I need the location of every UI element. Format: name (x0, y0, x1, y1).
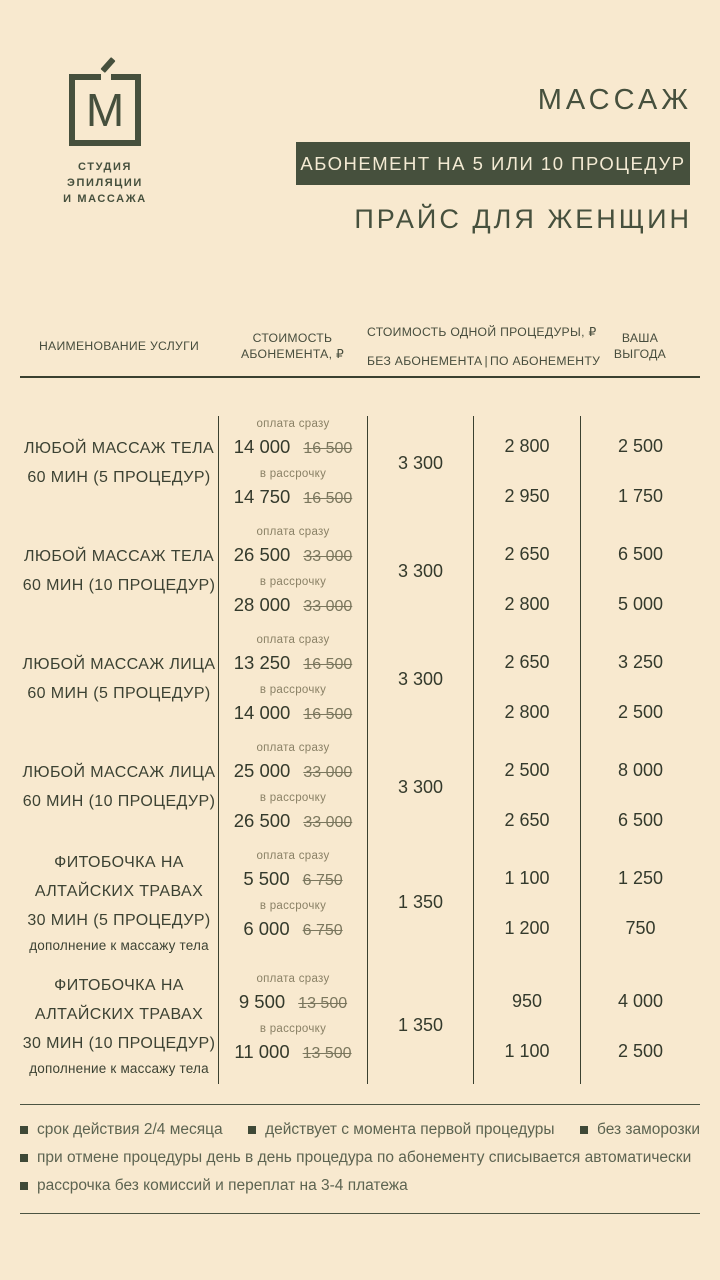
service-name-line: ЛЮБОЙ МАССАЖ ТЕЛА (23, 548, 215, 565)
benefit-cell (580, 971, 700, 1084)
footer-note-row (20, 1116, 700, 1144)
bullet-square-icon (580, 1126, 588, 1134)
installments-label: в рассрочку (259, 900, 327, 912)
service-name-line: 30 МИН (10 ПРОЦЕДУР) (22, 1035, 216, 1052)
table-row (20, 416, 700, 524)
benefit-cell (580, 416, 700, 524)
without-subscription-value: 3 300 (397, 668, 444, 689)
pay-now-old-price: 33 000 (303, 548, 353, 565)
installments-label: в рассрочку (259, 576, 327, 588)
installment-old-price: 33 000 (303, 598, 353, 615)
benefit-installment-value: 1 750 (617, 486, 664, 506)
pay-now-label: оплата сразу (256, 973, 330, 985)
installment-price: 6 000 (243, 918, 290, 939)
benefit-installment-value: 2 500 (617, 702, 664, 722)
subscription-cost-cell (218, 416, 367, 524)
bullet-square-icon (20, 1126, 28, 1134)
service-name (20, 971, 218, 1084)
price-without-subscription (367, 416, 473, 524)
price-audience-subtitle: ПРАЙС ДЛЯ ЖЕНЩИН (354, 204, 692, 234)
with-subscription-now-value: 2 650 (504, 652, 550, 672)
installment-price: 14 750 (233, 486, 291, 507)
benefit-cell (580, 848, 700, 971)
without-subscription-value: 1 350 (397, 1015, 444, 1035)
subscription-cost-cell (218, 971, 367, 1084)
without-subscription-value: 3 300 (397, 452, 444, 473)
pay-now-old-price: 13 500 (298, 995, 348, 1012)
price-with-subscription (473, 632, 580, 740)
bullet-square-icon (248, 1126, 256, 1134)
service-name-line: 60 МИН (5 ПРОЦЕДУР) (27, 685, 211, 702)
header-divider: | (484, 353, 488, 368)
price-without-subscription (367, 524, 473, 632)
table-row (20, 848, 700, 971)
price-without-subscription (367, 740, 473, 848)
with-subscription-installment-value: 2 800 (504, 594, 550, 614)
installment-price: 14 000 (233, 702, 291, 723)
service-note: дополнение к массажу тела (29, 1061, 209, 1076)
logo-letter: М (85, 84, 125, 136)
with-subscription-now-value: 2 500 (504, 760, 550, 780)
pay-now-label: оплата сразу (256, 742, 330, 754)
table-row (20, 632, 700, 740)
logo-accent-mark (100, 57, 115, 73)
price-with-subscription (473, 740, 580, 848)
installment-price: 26 500 (233, 810, 291, 831)
with-subscription-installment-value: 2 950 (504, 486, 550, 506)
footer-note-row (20, 1144, 700, 1172)
price-with-subscription (473, 524, 580, 632)
pay-now-old-price: 6 750 (302, 872, 343, 889)
with-subscription-now-value: 2 650 (504, 544, 550, 564)
price-without-subscription (367, 971, 473, 1084)
footer-note: при отмене процедуры день в день процедура по абонементу списывается автоматически (20, 1144, 691, 1172)
service-name-line: 30 МИН (5 ПРОЦЕДУР) (27, 912, 211, 929)
pay-now-label: оплата сразу (256, 418, 330, 430)
bullet-square-icon (20, 1182, 28, 1190)
service-name-line: АЛТАЙСКИХ ТРАВАХ (34, 1006, 204, 1023)
price-with-subscription (473, 848, 580, 971)
logo-accent-wrap (40, 56, 170, 74)
logo-subtitle-line2: И МАССАЖА (63, 193, 147, 205)
footer-note: срок действия 2/4 месяца (20, 1116, 223, 1144)
pay-now-label: оплата сразу (256, 526, 330, 538)
with-subscription-now-value: 1 100 (504, 868, 550, 888)
benefit-now-value: 1 250 (617, 868, 664, 888)
benefit-now-value: 4 000 (617, 991, 664, 1011)
service-name-line: ЛЮБОЙ МАССАЖ ЛИЦА (22, 764, 216, 781)
price-with-subscription (473, 971, 580, 1084)
subscription-banner: АБОНЕМЕНТ НА 5 ИЛИ 10 ПРОЦЕДУР (296, 142, 690, 185)
table-body (20, 416, 700, 1084)
price-with-subscription (473, 416, 580, 524)
pay-now-old-price: 33 000 (303, 764, 353, 781)
service-name (20, 524, 218, 632)
studio-logo (40, 56, 170, 207)
with-subscription-now-value: 2 800 (504, 436, 550, 456)
table-row (20, 740, 700, 848)
footer-note-row (20, 1172, 700, 1200)
service-name (20, 632, 218, 740)
service-name (20, 848, 218, 971)
pay-now-label: оплата сразу (256, 850, 330, 862)
table-header (20, 322, 700, 378)
installments-label: в рассрочку (259, 792, 327, 804)
pay-now-label: оплата сразу (256, 634, 330, 646)
pay-now-price: 26 500 (233, 544, 291, 565)
col-header-benefit: ВАША ВЫГОДА (613, 331, 667, 361)
service-name-line: 60 МИН (10 ПРОЦЕДУР) (22, 793, 216, 810)
service-name-line: ФИТОБОЧКА НА (54, 977, 184, 994)
logo-frame (69, 74, 141, 146)
benefit-now-value: 2 500 (617, 436, 664, 456)
price-table (20, 322, 700, 1084)
installment-price: 11 000 (234, 1041, 290, 1062)
col-header-with-subscription: ПО АБОНЕМЕНТУ (489, 353, 601, 368)
service-name-line: 60 МИН (5 ПРОЦЕДУР) (27, 469, 211, 486)
subscription-cost-cell (218, 524, 367, 632)
pay-now-price: 13 250 (233, 652, 291, 673)
benefit-installment-value: 750 (625, 918, 656, 938)
subscription-cost-cell (218, 848, 367, 971)
pay-now-price: 14 000 (233, 436, 291, 457)
benefit-cell (580, 632, 700, 740)
service-name-line: ЛЮБОЙ МАССАЖ ЛИЦА (22, 656, 216, 673)
installment-old-price: 16 500 (303, 490, 353, 507)
service-name (20, 740, 218, 848)
benefit-installment-value: 5 000 (617, 594, 664, 614)
bullet-square-icon (20, 1154, 28, 1162)
col-header-per-procedure: СТОИМОСТЬ ОДНОЙ ПРОЦЕДУРЫ, ₽ БЕЗ АБОНЕМЕНТА | ПО АБОНЕМЕНТУ (367, 324, 601, 368)
installments-label: в рассрочку (259, 684, 327, 696)
footer-notes (20, 1104, 700, 1214)
benefit-installment-value: 6 500 (617, 810, 664, 830)
footer-note: действует с момента первой процедуры (248, 1116, 554, 1144)
pay-now-price: 25 000 (233, 760, 291, 781)
subscription-cost-cell (218, 740, 367, 848)
with-subscription-installment-value: 2 650 (504, 810, 550, 830)
price-without-subscription (367, 632, 473, 740)
without-subscription-value: 1 350 (397, 892, 444, 912)
subscription-cost-cell (218, 632, 367, 740)
installment-price: 28 000 (233, 594, 291, 615)
benefit-cell (580, 740, 700, 848)
service-note: дополнение к массажу тела (29, 938, 209, 953)
with-subscription-installment-value: 2 800 (504, 702, 550, 722)
benefit-now-value: 6 500 (617, 544, 664, 564)
service-name-line: ФИТОБОЧКА НА (54, 854, 184, 871)
installments-label: в рассрочку (259, 1023, 327, 1035)
without-subscription-value: 3 300 (397, 776, 444, 797)
footer-note: рассрочка без комиссий и переплат на 3-4 платежа (20, 1172, 408, 1200)
installments-label: в рассрочку (259, 468, 327, 480)
col-header-subscription-cost: СТОИМОСТЬ АБОНЕМЕНТА, ₽ (240, 331, 345, 361)
service-name-line: АЛТАЙСКИХ ТРАВАХ (34, 883, 204, 900)
table-row (20, 971, 700, 1084)
service-name-line: 60 МИН (10 ПРОЦЕДУР) (22, 577, 216, 594)
with-subscription-now-value: 950 (511, 991, 543, 1011)
installment-old-price: 16 500 (303, 706, 353, 723)
pay-now-price: 9 500 (238, 991, 286, 1012)
logo-frame-notch (101, 73, 111, 81)
benefit-now-value: 3 250 (617, 652, 664, 672)
footer-note: без заморозки (580, 1116, 700, 1144)
col-header-without-subscription: БЕЗ АБОНЕМЕНТА (367, 353, 483, 368)
price-without-subscription (367, 848, 473, 971)
with-subscription-installment-value: 1 100 (504, 1041, 550, 1061)
service-name (20, 416, 218, 524)
table-row (20, 524, 700, 632)
installment-old-price: 13 500 (302, 1045, 352, 1062)
installment-old-price: 33 000 (303, 814, 353, 831)
with-subscription-installment-value: 1 200 (504, 918, 550, 938)
page-title: МАССАЖ (537, 84, 692, 116)
logo-subtitle-line1: СТУДИЯ ЭПИЛЯЦИИ (67, 161, 143, 189)
pay-now-old-price: 16 500 (303, 440, 353, 457)
benefit-installment-value: 2 500 (617, 1041, 664, 1061)
benefit-cell (580, 524, 700, 632)
service-name-line: ЛЮБОЙ МАССАЖ ТЕЛА (23, 440, 215, 457)
pay-now-old-price: 16 500 (303, 656, 353, 673)
installment-old-price: 6 750 (302, 922, 343, 939)
col-header-service: НАИМЕНОВАНИЕ УСЛУГИ (38, 339, 200, 353)
benefit-now-value: 8 000 (617, 760, 664, 780)
pay-now-price: 5 500 (243, 868, 290, 889)
without-subscription-value: 3 300 (397, 560, 444, 581)
